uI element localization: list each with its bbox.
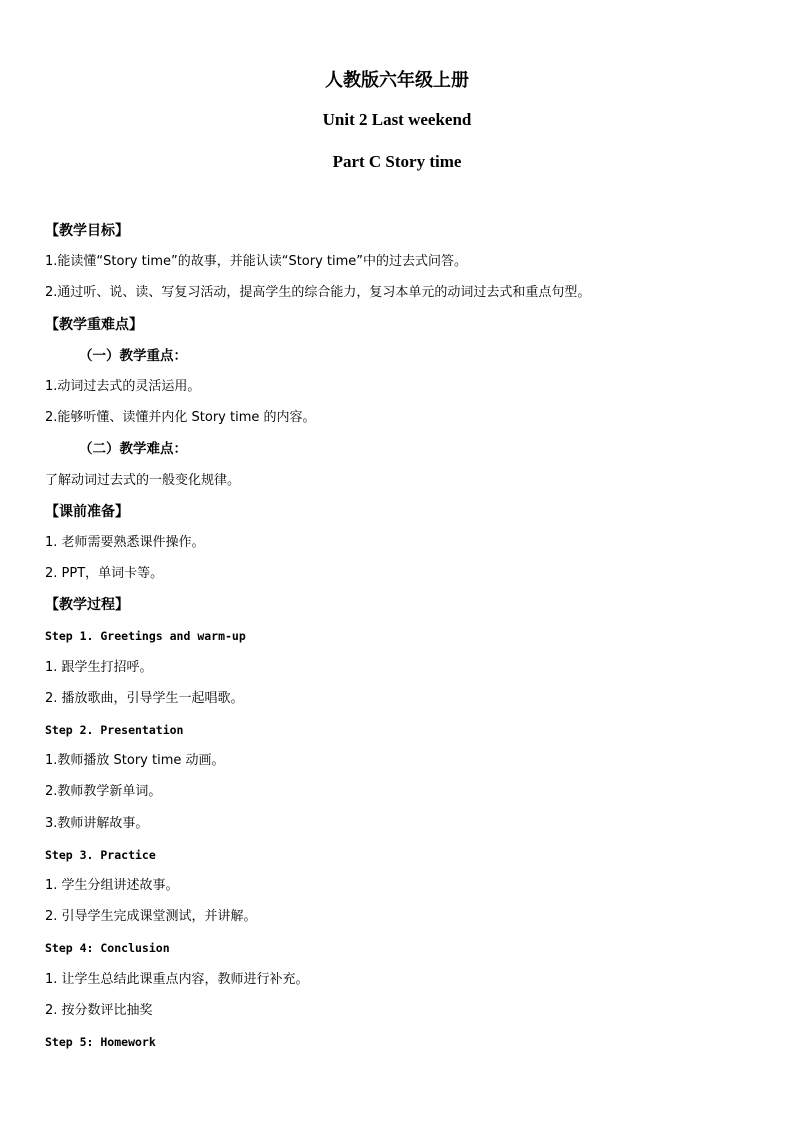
step-item: 1. 学生分组讲述故事。	[45, 877, 179, 893]
objective-item: 2.通过听、说、读、写复习活动，提高学生的综合能力，复习本单元的动词过去式和重点句型。	[45, 285, 591, 301]
section-heading-process: 【教学过程】	[45, 597, 129, 614]
subheading-key-points: （一）教学重点：	[79, 347, 187, 364]
step-item: 1. 跟学生打招呼。	[45, 659, 153, 675]
section-heading-objectives: 【教学目标】	[45, 223, 129, 239]
preparation-item: 1. 老师需要熟悉课件操作。	[45, 534, 205, 550]
step-item: 1. 让学生总结此课重点内容，教师进行补充。	[45, 971, 309, 987]
step-item: 2.教师教学新单词。	[45, 784, 162, 800]
step-heading: Step 3. Practice	[45, 847, 156, 862]
preparation-item: 2. PPT，单词卡等。	[45, 566, 164, 582]
difficulty-item: 了解动词过去式的一般变化规律。	[45, 472, 241, 488]
step-item: 2. 播放歌曲，引导学生一起唱歌。	[45, 690, 244, 706]
unit-title: Unit 2 Last weekend	[322, 110, 472, 129]
subheading-difficulties: （二）教学难点：	[79, 441, 187, 458]
step-heading: Step 5: Homework	[45, 1034, 156, 1049]
section-heading-key-points: 【教学重难点】	[45, 316, 143, 333]
part-title: Part C Story time	[332, 152, 462, 171]
step-heading: Step 1. Greetings and warm-up	[45, 629, 246, 644]
step-item: 1.教师播放 Story time 动画。	[45, 753, 225, 769]
step-item: 2. 引导学生完成课堂测试，并讲解。	[45, 909, 257, 925]
step-heading: Step 4: Conclusion	[45, 941, 170, 956]
step-item: 3.教师讲解故事。	[45, 815, 149, 831]
step-item: 2. 按分数评比抽奖	[45, 1002, 153, 1018]
key-point-item: 1.动词过去式的灵活运用。	[45, 378, 201, 394]
document-title: 人教版六年级上册	[325, 70, 469, 90]
section-heading-preparation: 【课前准备】	[45, 503, 129, 520]
objective-item: 1.能读懂“Story time”的故事，并能认读“Story time”中的过去式问答。	[45, 254, 468, 270]
key-point-item: 2.能够听懂、读懂并内化 Story time 的内容。	[45, 410, 316, 426]
lesson-plan-body	[45, 219, 755, 1061]
step-heading: Step 2. Presentation	[45, 723, 184, 737]
